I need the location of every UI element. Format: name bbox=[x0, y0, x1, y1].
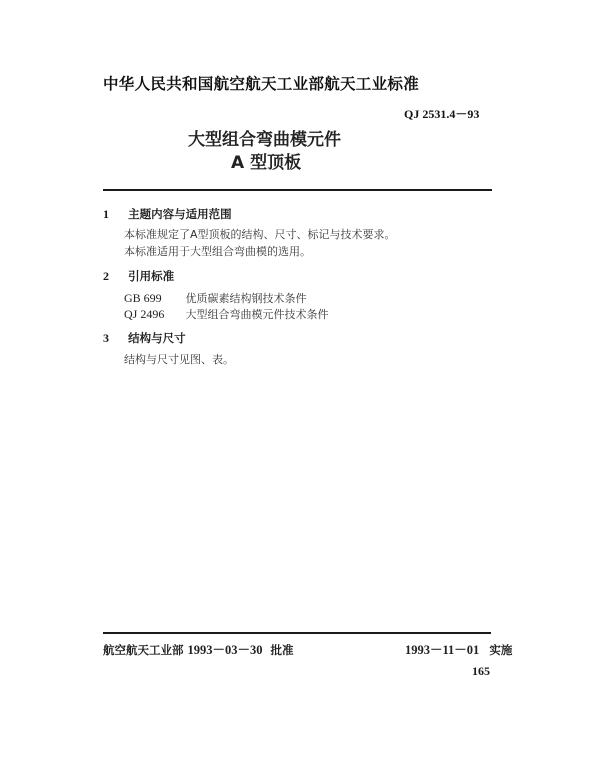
document-title: 大型组合弯曲模元件 bbox=[188, 130, 341, 150]
section-number: 2 bbox=[103, 269, 109, 283]
reference-item bbox=[124, 306, 329, 322]
effective-date: 1993－11－01 bbox=[405, 643, 480, 657]
footer-divider bbox=[103, 632, 491, 634]
reference-name: 优质碳素结构钢技术条件 bbox=[185, 292, 307, 305]
page-number: 165 bbox=[472, 664, 490, 678]
issuing-organization: 中华人民共和国航空航天工业部航天工业标准 bbox=[103, 75, 420, 93]
section-number: 3 bbox=[103, 331, 109, 345]
section-title: 引用标准 bbox=[128, 269, 175, 283]
standard-code: QJ 2531.4－93 bbox=[404, 107, 480, 121]
document-subtitle: A 型顶板 bbox=[231, 153, 302, 173]
approval-label: 批准 bbox=[270, 643, 294, 657]
approval-info bbox=[103, 640, 294, 658]
section-title: 主题内容与适用范围 bbox=[128, 207, 232, 221]
paragraph: 结构与尺寸见图、表。 bbox=[124, 353, 234, 366]
section-title: 结构与尺寸 bbox=[128, 331, 186, 345]
reference-code: QJ 2496 bbox=[124, 307, 165, 321]
section-heading bbox=[103, 265, 174, 284]
paragraph: 本标准适用于大型组合弯曲模的选用。 bbox=[124, 245, 311, 258]
header-divider bbox=[103, 189, 492, 191]
reference-code: GB 699 bbox=[124, 291, 162, 305]
section-heading bbox=[103, 203, 232, 222]
effective-label: 实施 bbox=[489, 643, 513, 657]
section-number: 1 bbox=[103, 207, 109, 221]
reference-item bbox=[124, 290, 307, 306]
reference-name: 大型组合弯曲模元件技术条件 bbox=[185, 308, 329, 321]
approval-date: 1993－03－30 bbox=[187, 643, 263, 657]
issuer: 航空航天工业部 bbox=[103, 643, 184, 657]
section-heading bbox=[103, 327, 186, 346]
effective-info bbox=[405, 640, 512, 658]
paragraph: 本标准规定了A型顶板的结构、尺寸、标记与技术要求。 bbox=[124, 228, 396, 241]
